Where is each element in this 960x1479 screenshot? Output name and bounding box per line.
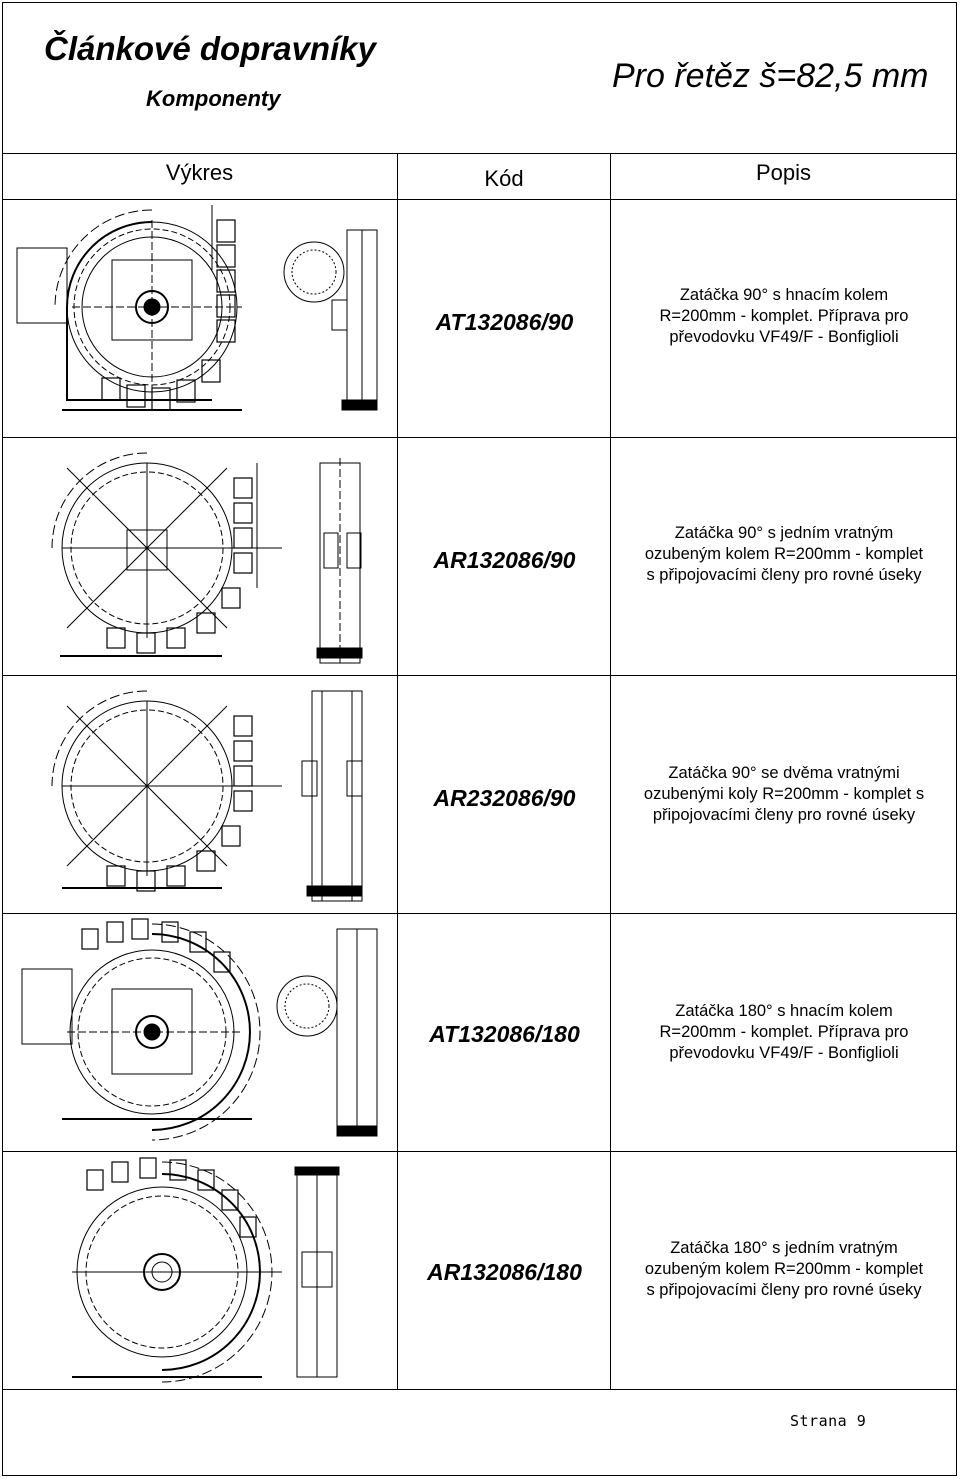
description-line: Zatáčka 180° s jedním vratným [670,1239,898,1257]
page-number: Strana 9 [790,1412,867,1430]
description-line: ozubeným kolem R=200mm - komplet [644,1260,924,1278]
description-line: připojovacími členy pro rovné úseky [652,806,916,824]
curve-180-drive-drawing [2,914,397,1151]
description-line: převodovku VF49/F - Bonfiglioli [669,1044,899,1062]
product-description [612,1238,956,1301]
table-bottom-divider [2,1389,957,1390]
column-header-description: Popis [755,160,812,185]
description-line: s připojovacími členy pro rovné úseky [646,1281,922,1299]
description-line: s připojovacími členy pro rovné úseky [646,566,922,584]
document-subtitle: Komponenty [146,86,281,111]
description-line: Zatáčka 180° s hnacím kolem [675,1002,893,1020]
column-header-code: Kód [484,166,524,191]
description-line: ozubenými koly R=200mm - komplet s [643,785,925,803]
description-line: převodovku VF49/F - Bonfiglioli [669,328,899,346]
column-divider [610,153,611,1390]
curve-90-double-idler-drawing [2,676,397,913]
product-description [612,523,956,586]
column-header-drawing: Výkres [165,160,234,185]
document-title: Článkové dopravníky [44,30,376,67]
header-divider [2,153,957,154]
description-line: R=200mm - komplet. Příprava pro [659,307,909,325]
product-code: AT132086/90 [435,309,574,335]
product-code: AT132086/180 [429,1021,580,1047]
column-divider [397,153,398,1390]
product-description [612,285,956,348]
product-code: AR132086/180 [427,1259,582,1285]
description-line: Zatáčka 90° se dvěma vratnými [668,764,900,782]
product-code: AR132086/90 [433,547,576,573]
description-line: Zatáčka 90° s hnacím kolem [679,286,889,304]
description-line: ozubeným kolem R=200mm - komplet [644,545,924,563]
chain-width-title: Pro řetěz š=82,5 mm [612,57,929,95]
curve-90-idler-drawing [2,438,397,675]
curve-90-drive-drawing [2,200,397,437]
curve-180-idler-drawing [2,1152,397,1389]
description-line: R=200mm - komplet. Příprava pro [659,1023,909,1041]
product-description [612,763,956,826]
product-description [612,1001,956,1064]
description-line: Zatáčka 90° s jedním vratným [674,524,894,542]
product-code: AR232086/90 [433,785,576,811]
